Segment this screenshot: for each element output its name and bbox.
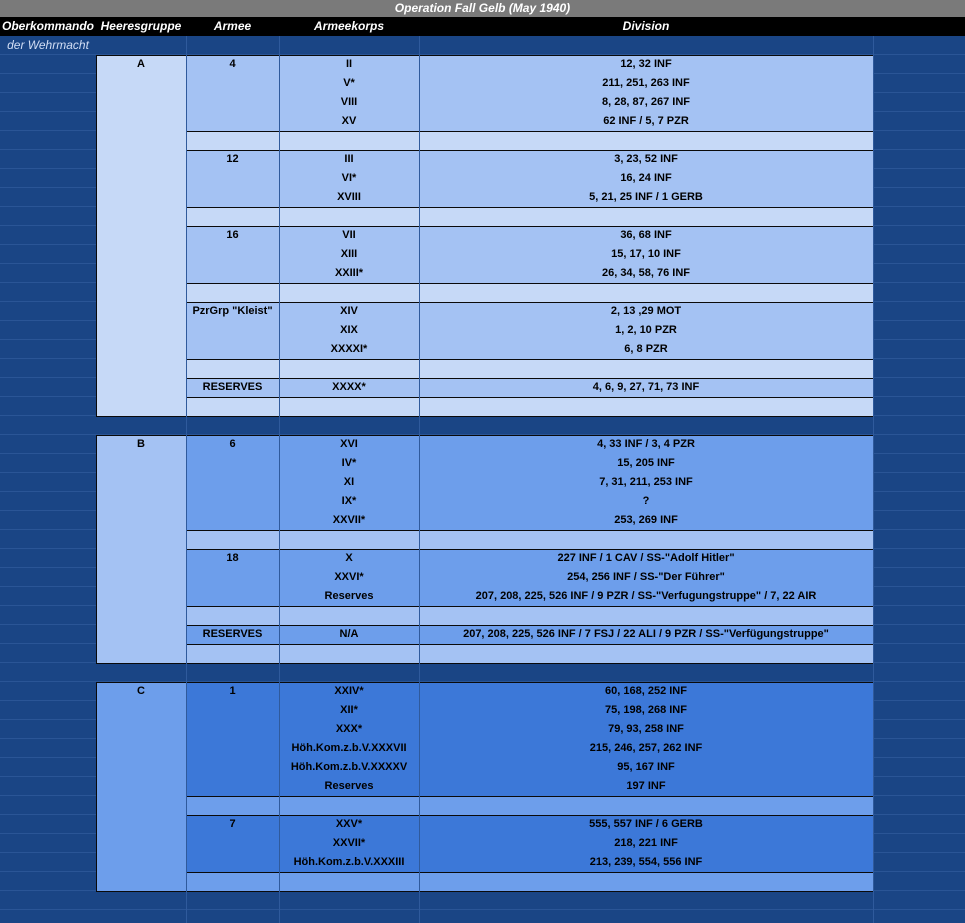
grid-column-line xyxy=(873,36,874,923)
division-cell[interactable]: 2, 13 ,29 MOT xyxy=(610,305,682,317)
division-cell[interactable]: 254, 256 INF / SS-"Der Führer" xyxy=(567,571,725,583)
division-cell[interactable]: 95, 167 INF xyxy=(617,761,675,773)
corps-cell[interactable]: XXIII* xyxy=(334,267,364,279)
division-cell[interactable]: 5, 21, 25 INF / 1 GERB xyxy=(589,191,703,203)
corps-cell[interactable]: Höh.Kom.z.b.V.XXXXV xyxy=(290,761,408,773)
corps-cell[interactable]: XIX xyxy=(340,324,358,336)
corps-cell[interactable]: Reserves xyxy=(324,780,374,792)
division-cell[interactable]: 26, 34, 58, 76 INF xyxy=(601,267,691,279)
corps-cell[interactable]: XXXXI* xyxy=(330,343,368,355)
corps-cell[interactable]: XXVI* xyxy=(334,571,364,583)
division-cell[interactable]: 3, 23, 52 INF xyxy=(614,153,678,165)
division-cell[interactable]: 253, 269 INF xyxy=(614,514,678,526)
header-armeekorps[interactable]: Armeekorps xyxy=(313,19,385,33)
corps-cell[interactable]: XVIII xyxy=(337,191,361,203)
division-cell[interactable]: 211, 251, 263 INF xyxy=(602,77,690,89)
division-cell[interactable]: 7, 31, 211, 253 INF xyxy=(599,476,693,488)
army-label[interactable]: RESERVES xyxy=(202,381,263,393)
corps-cell[interactable]: XIV xyxy=(340,305,358,317)
army-group-label[interactable]: A xyxy=(137,58,145,70)
division-cell[interactable]: 215, 246, 257, 262 INF xyxy=(589,742,703,754)
army-group-label[interactable]: B xyxy=(137,438,145,450)
division-cell[interactable]: 4, 6, 9, 27, 71, 73 INF xyxy=(592,381,700,393)
division-cell[interactable]: 62 INF / 5, 7 PZR xyxy=(603,115,689,127)
army-label[interactable]: 1 xyxy=(229,685,236,697)
division-cell[interactable]: ? xyxy=(642,495,650,507)
division-cell[interactable]: 8, 28, 87, 267 INF xyxy=(601,96,691,108)
division-cell[interactable]: 213, 239, 554, 556 INF xyxy=(589,856,703,868)
division-cell[interactable]: 197 INF xyxy=(626,780,666,792)
corps-cell[interactable]: X xyxy=(345,552,353,564)
division-cell[interactable]: 207, 208, 225, 526 INF / 7 FSJ / 22 ALI / 9 PZR / SS-"Verfügungstruppe" xyxy=(463,628,829,640)
army-label[interactable]: 16 xyxy=(226,229,239,241)
division-cell[interactable]: 60, 168, 252 INF xyxy=(605,685,687,697)
division-cell[interactable]: 75, 198, 268 INF xyxy=(605,704,687,716)
army-group-label[interactable]: C xyxy=(137,685,145,697)
division-cell[interactable]: 207, 208, 225, 526 INF / 9 PZR / SS-"Verfugungstruppe" / 7, 22 AIR xyxy=(475,590,817,602)
corps-cell[interactable]: XXXX* xyxy=(332,381,366,393)
corps-cell[interactable]: Höh.Kom.z.b.V.XXXIII xyxy=(293,856,405,868)
corps-cell[interactable]: VIII xyxy=(340,96,358,108)
corps-cell[interactable]: II xyxy=(345,58,353,70)
division-cell[interactable]: 15, 205 INF xyxy=(617,457,675,469)
header-okw[interactable]: Oberkommando xyxy=(1,19,94,33)
okw-subtitle: der Wehrmacht xyxy=(7,38,89,52)
corps-cell[interactable]: IV* xyxy=(341,457,357,469)
corps-cell[interactable]: Höh.Kom.z.b.V.XXXVII xyxy=(291,742,407,754)
division-cell[interactable]: 218, 221 INF xyxy=(614,837,678,849)
army-label[interactable]: 7 xyxy=(229,818,236,830)
division-cell[interactable]: 36, 68 INF xyxy=(620,229,672,241)
corps-cell[interactable]: XXX* xyxy=(335,723,363,735)
corps-cell[interactable]: III xyxy=(344,153,354,165)
corps-cell[interactable]: XXVII* xyxy=(332,514,366,526)
corps-cell[interactable]: XXV* xyxy=(335,818,363,830)
corps-cell[interactable]: XV xyxy=(341,115,357,127)
division-cell[interactable]: 555, 557 INF / 6 GERB xyxy=(589,818,703,830)
army-label[interactable]: PzrGrp "Kleist" xyxy=(192,305,273,317)
division-cell[interactable]: 15, 17, 10 INF xyxy=(611,248,681,260)
corps-cell[interactable]: XXIV* xyxy=(334,685,364,697)
header-heeresgruppe[interactable]: Heeresgruppe xyxy=(100,19,182,33)
corps-cell[interactable]: VI* xyxy=(341,172,357,184)
grid-column-line xyxy=(279,36,280,923)
corps-cell[interactable]: XXVII* xyxy=(332,837,366,849)
division-cell[interactable]: 79, 93, 258 INF xyxy=(608,723,684,735)
division-cell[interactable]: 16, 24 INF xyxy=(620,172,672,184)
corps-cell[interactable]: Reserves xyxy=(324,590,374,602)
division-cell[interactable]: 227 INF / 1 CAV / SS-"Adolf Hitler" xyxy=(557,552,735,564)
corps-cell[interactable]: N/A xyxy=(339,628,359,640)
army-label[interactable]: 18 xyxy=(226,552,239,564)
corps-cell[interactable]: XII* xyxy=(340,704,358,716)
division-cell[interactable]: 1, 2, 10 PZR xyxy=(615,324,677,336)
army-label[interactable]: 4 xyxy=(229,58,236,70)
grid-column-line xyxy=(419,36,420,923)
division-cell[interactable]: 6, 8 PZR xyxy=(624,343,668,355)
grid-column-line xyxy=(186,36,187,923)
division-cell[interactable]: 4, 33 INF / 3, 4 PZR xyxy=(597,438,695,450)
army-label[interactable]: RESERVES xyxy=(202,628,263,640)
column-header-row xyxy=(0,17,965,36)
division-cell[interactable]: 12, 32 INF xyxy=(620,58,672,70)
corps-cell[interactable]: XIII xyxy=(340,248,358,260)
army-label[interactable]: 12 xyxy=(226,153,239,165)
corps-cell[interactable]: VII xyxy=(342,229,356,241)
header-division[interactable]: Division xyxy=(622,19,670,33)
corps-cell[interactable]: XI xyxy=(343,476,355,488)
corps-cell[interactable]: XVI xyxy=(340,438,358,450)
header-armee[interactable]: Armee xyxy=(213,19,252,33)
corps-cell[interactable]: V* xyxy=(343,77,355,89)
corps-cell[interactable]: IX* xyxy=(341,495,357,507)
sheet-title: Operation Fall Gelb (May 1940) xyxy=(0,0,965,17)
army-label[interactable]: 6 xyxy=(229,438,236,450)
